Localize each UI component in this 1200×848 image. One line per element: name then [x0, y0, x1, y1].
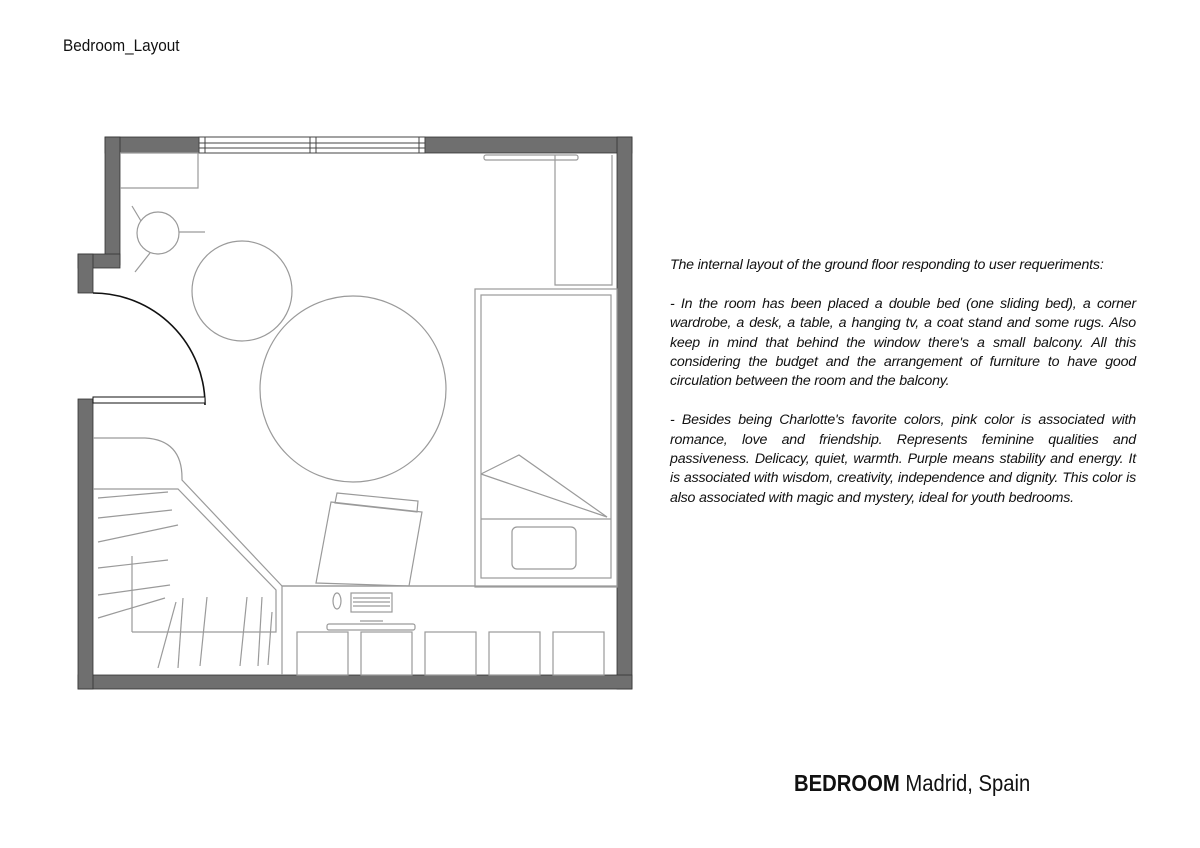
description-intro: The internal layout of the ground floor responding to user requeriments: [670, 257, 1104, 273]
furniture [93, 153, 617, 675]
corner-shelf [120, 153, 198, 188]
hanging-tv [484, 155, 578, 160]
door [93, 293, 205, 405]
corner-wardrobe [93, 438, 282, 668]
drawers [297, 632, 604, 675]
wall-left-jamb-top [78, 254, 93, 293]
large-rug [260, 296, 446, 482]
bed [475, 289, 617, 587]
wall-left-lower [78, 399, 93, 689]
window [199, 137, 425, 153]
wall-right [617, 137, 632, 689]
description-paragraph-1: - In the room has been placed a double bed (one sliding bed), a corner wardrobe, a desk, a table, a hanging tv, a coat stand and some rugs. Also keep in mind that behind the window there's a small balcony. All this considering the budget and the arrangement of furniture to have good circulation between the room and the balcony. [670, 295, 1136, 390]
coat-stand [132, 206, 205, 272]
cabinet-top-right [555, 155, 612, 285]
small-rug [192, 241, 292, 341]
chair [316, 493, 422, 586]
wall-left-upper [105, 137, 120, 265]
footer-title-bold: BEDROOM [794, 770, 900, 796]
computer [327, 593, 415, 630]
footer-title-rest: Madrid, Spain [899, 770, 1031, 796]
page-label: Bedroom_Layout [63, 36, 180, 55]
wall-bottom [78, 675, 632, 689]
description [670, 256, 1136, 508]
wall-top-right [425, 137, 632, 153]
description-paragraph-2: - Besides being Charlotte's favorite colors, pink color is associated with romance, love and friendship. Represents feminine qualities and passiveness. Delicacy, quiet, warmth. Purple means stability and energy. It is associated with wisdom, creativity, independence and dignity. This color is also associated with magic and mystery, ideal for youth bedrooms. [670, 412, 1136, 506]
footer-title [794, 770, 1030, 797]
